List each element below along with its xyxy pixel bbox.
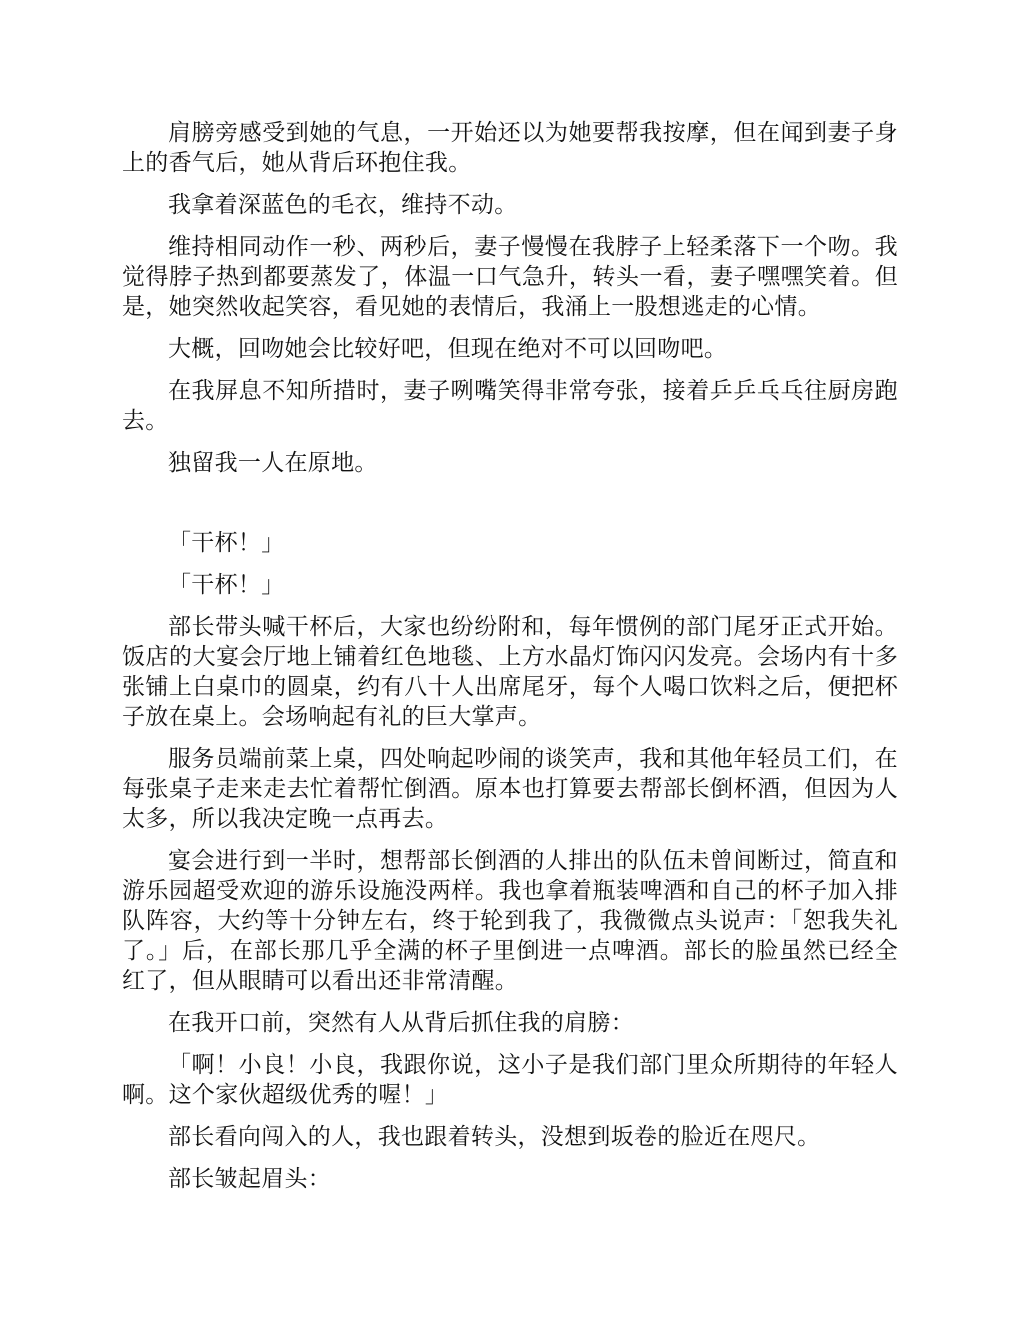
paragraph: 在我开口前，突然有人从背后抓住我的肩膀： (168, 1010, 634, 1036)
paragraph: 部长皱起眉头： (168, 1166, 332, 1192)
paragraph: 独留我一人在原地。 (168, 450, 378, 476)
paragraph: 在我屏息不知所措时，妻子咧嘴笑得非常夸张，接着乒乒乓乓往厨房跑去。 (122, 378, 898, 434)
paragraph: 服务员端前菜上桌，四处响起吵闹的谈笑声，我和其他年轻员工们，在每张桌子走来走去忙着帮忙倒酒。原本也打算要去帮部长倒杯酒，但因为人太多，所以我决定晚一点再去。 (122, 746, 898, 832)
document-page (122, 118, 898, 1194)
paragraph: 大概，回吻她会比较好吧，但现在绝对不可以回吻吧。 (168, 336, 728, 362)
dialogue-line: 「干杯！」 (168, 572, 285, 598)
paragraph: 宴会进行到一半时，想帮部长倒酒的人排出的队伍未曾间断过，简直和游乐园超受欢迎的游乐设施没两样。我也拿着瓶装啤酒和自己的杯子加入排队阵容，大约等十分钟左右，终于轮到我了，我微微点头说声：「恕我失礼了。」后，在部长那几乎全满的杯子里倒进一点啤酒。部长的脸虽然已经全红了，但从眼睛可以看出还非常清醒。 (122, 848, 898, 994)
dialogue-line: 「干杯！」 (168, 530, 285, 556)
dialogue-line: 「啊！小良！小良，我跟你说，这小子是我们部门里众所期待的年轻人啊。这个家伙超级优秀的喔！」 (122, 1052, 898, 1108)
paragraph: 我拿着深蓝色的毛衣，维持不动。 (168, 192, 518, 218)
paragraph: 维持相同动作一秒、两秒后，妻子慢慢在我脖子上轻柔落下一个吻。我觉得脖子热到都要蒸发了，体温一口气急升，转头一看，妻子嘿嘿笑着。但是，她突然收起笑容，看见她的表情后，我涌上一股想逃走的心情。 (122, 234, 898, 320)
paragraph: 肩膀旁感受到她的气息，一开始还以为她要帮我按摩，但在闻到妻子身上的香气后，她从背后环抱住我。 (122, 120, 898, 176)
paragraph: 部长看向闯入的人，我也跟着转头，没想到坂卷的脸近在咫尺。 (168, 1124, 821, 1150)
paragraph: 部长带头喊干杯后，大家也纷纷附和，每年惯例的部门尾牙正式开始。饭店的大宴会厅地上铺着红色地毯、上方水晶灯饰闪闪发亮。会场内有十多张铺上白桌巾的圆桌，约有八十人出席尾牙，每个人喝口饮料之后，便把杯子放在桌上。会场响起有礼的巨大掌声。 (122, 614, 898, 730)
